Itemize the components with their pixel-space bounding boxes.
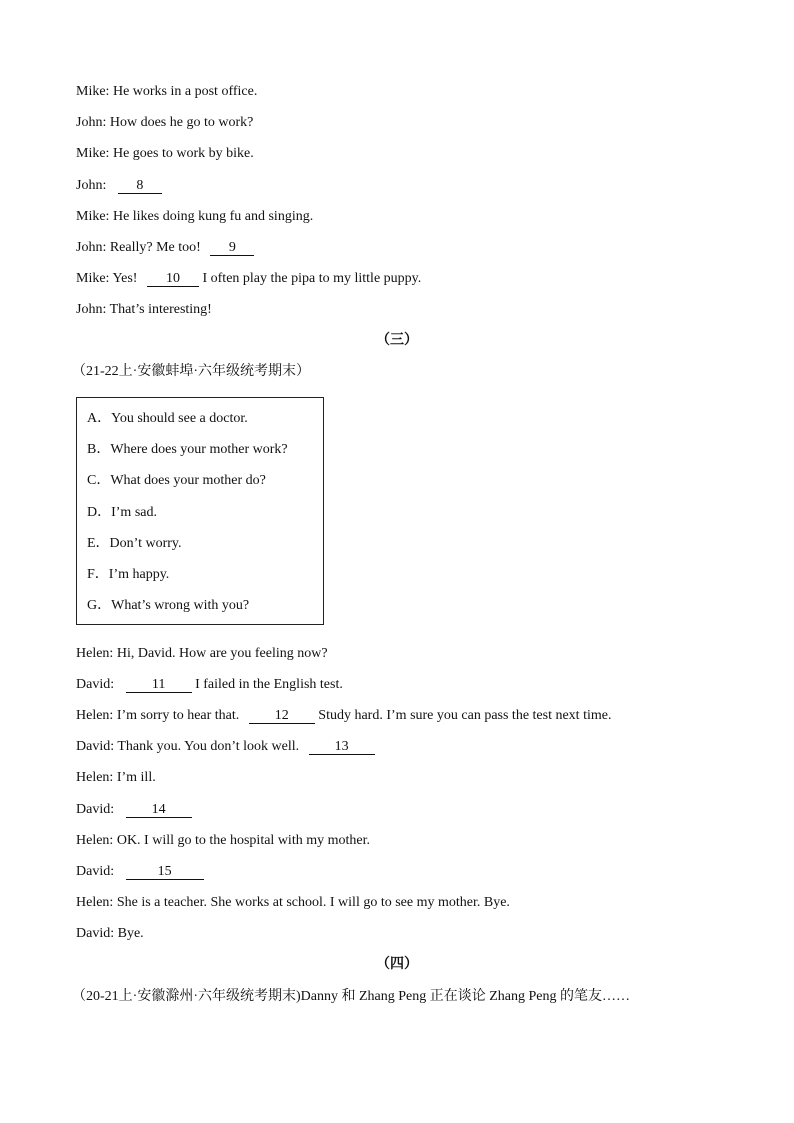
speaker: David: bbox=[76, 926, 115, 941]
dialogue-line bbox=[76, 84, 257, 100]
option-b: B．Where does your mother work? bbox=[87, 442, 288, 457]
answer-blank[interactable]: 10 bbox=[147, 272, 199, 287]
dialogue-line bbox=[76, 864, 204, 880]
line-text: He likes doing kung fu and singing. bbox=[112, 209, 314, 224]
source-note: （21-22上·安徽蚌埠·六年级统考期末） bbox=[72, 364, 310, 379]
speaker: Mike: bbox=[76, 84, 110, 99]
dialogue-line bbox=[76, 677, 343, 693]
speaker: Mike: bbox=[76, 146, 110, 161]
answer-blank[interactable]: 12 bbox=[249, 709, 315, 724]
option-e: E．Don’t worry. bbox=[87, 536, 182, 551]
speaker: Helen: bbox=[76, 833, 114, 848]
line-text: That’s interesting! bbox=[109, 302, 212, 317]
line-text: OK. I will go to the hospital with my mother. bbox=[116, 833, 370, 848]
dialogue-line bbox=[76, 833, 370, 849]
dialogue-line bbox=[76, 895, 510, 911]
line-text-after: I often play the pipa to my little puppy. bbox=[202, 271, 422, 286]
line-text-after: Study hard. I’m sure you can pass the test next time. bbox=[318, 708, 612, 723]
dialogue-line bbox=[76, 739, 375, 755]
options-box bbox=[76, 397, 324, 625]
dialogue-line bbox=[76, 802, 192, 818]
line-text: How does he go to work? bbox=[109, 115, 254, 130]
line-text: He goes to work by bike. bbox=[112, 146, 254, 161]
speaker: John: bbox=[76, 240, 107, 255]
answer-blank[interactable]: 15 bbox=[126, 865, 204, 880]
speaker: John: bbox=[76, 178, 107, 193]
dialogue-line bbox=[76, 271, 421, 287]
line-text: He works in a post office. bbox=[112, 84, 258, 99]
speaker: Mike: bbox=[76, 209, 110, 224]
dialogue-line bbox=[76, 115, 253, 131]
dialogue-line bbox=[76, 240, 254, 256]
dialogue-line bbox=[76, 146, 254, 162]
speaker: Helen: bbox=[76, 895, 114, 910]
dialogue-line bbox=[76, 178, 162, 194]
option-a: A．You should see a doctor. bbox=[87, 411, 248, 426]
line-text-after: I failed in the English test. bbox=[195, 677, 343, 692]
speaker: Mike: bbox=[76, 271, 110, 286]
line-text: She is a teacher. She works at school. I will go to see my mother. Bye. bbox=[116, 895, 510, 910]
section-heading: （四） bbox=[376, 957, 418, 972]
line-text: Bye. bbox=[117, 926, 144, 941]
option-g: G．What’s wrong with you? bbox=[87, 598, 250, 613]
line-text: I’m sorry to hear that. bbox=[116, 708, 240, 723]
option-c: C．What does your mother do? bbox=[87, 473, 266, 488]
speaker: John: bbox=[76, 115, 107, 130]
answer-blank[interactable]: 11 bbox=[126, 678, 192, 693]
speaker: David: bbox=[76, 677, 115, 692]
dialogue-line bbox=[76, 209, 313, 225]
source-note: （20-21上·安徽滁州·六年级统考期末)Danny 和 Zhang Peng 正在谈论 Zhang Peng 的笔友…… bbox=[72, 989, 631, 1004]
line-text: I’m ill. bbox=[116, 770, 156, 785]
speaker: David: bbox=[76, 864, 115, 879]
dialogue-line bbox=[76, 708, 611, 724]
answer-blank[interactable]: 8 bbox=[118, 179, 162, 194]
speaker: Helen: bbox=[76, 646, 114, 661]
speaker: David: bbox=[76, 802, 115, 817]
answer-blank[interactable]: 14 bbox=[126, 803, 192, 818]
line-text: Hi, David. How are you feeling now? bbox=[116, 646, 328, 661]
speaker: John: bbox=[76, 302, 107, 317]
section-heading: （三） bbox=[376, 333, 418, 348]
dialogue-line bbox=[76, 926, 144, 942]
dialogue-line bbox=[76, 646, 328, 662]
speaker: Helen: bbox=[76, 708, 114, 723]
dialogue-line bbox=[76, 770, 156, 786]
option-f: F．I’m happy. bbox=[87, 567, 170, 582]
option-d: D．I’m sad. bbox=[87, 505, 157, 520]
speaker: Helen: bbox=[76, 770, 114, 785]
line-text: Thank you. You don’t look well. bbox=[117, 739, 300, 754]
line-text: Really? Me too! bbox=[109, 240, 201, 255]
dialogue-line bbox=[76, 302, 212, 318]
speaker: David: bbox=[76, 739, 115, 754]
answer-blank[interactable]: 9 bbox=[210, 241, 254, 256]
line-text: Yes! bbox=[112, 271, 138, 286]
answer-blank[interactable]: 13 bbox=[309, 740, 375, 755]
